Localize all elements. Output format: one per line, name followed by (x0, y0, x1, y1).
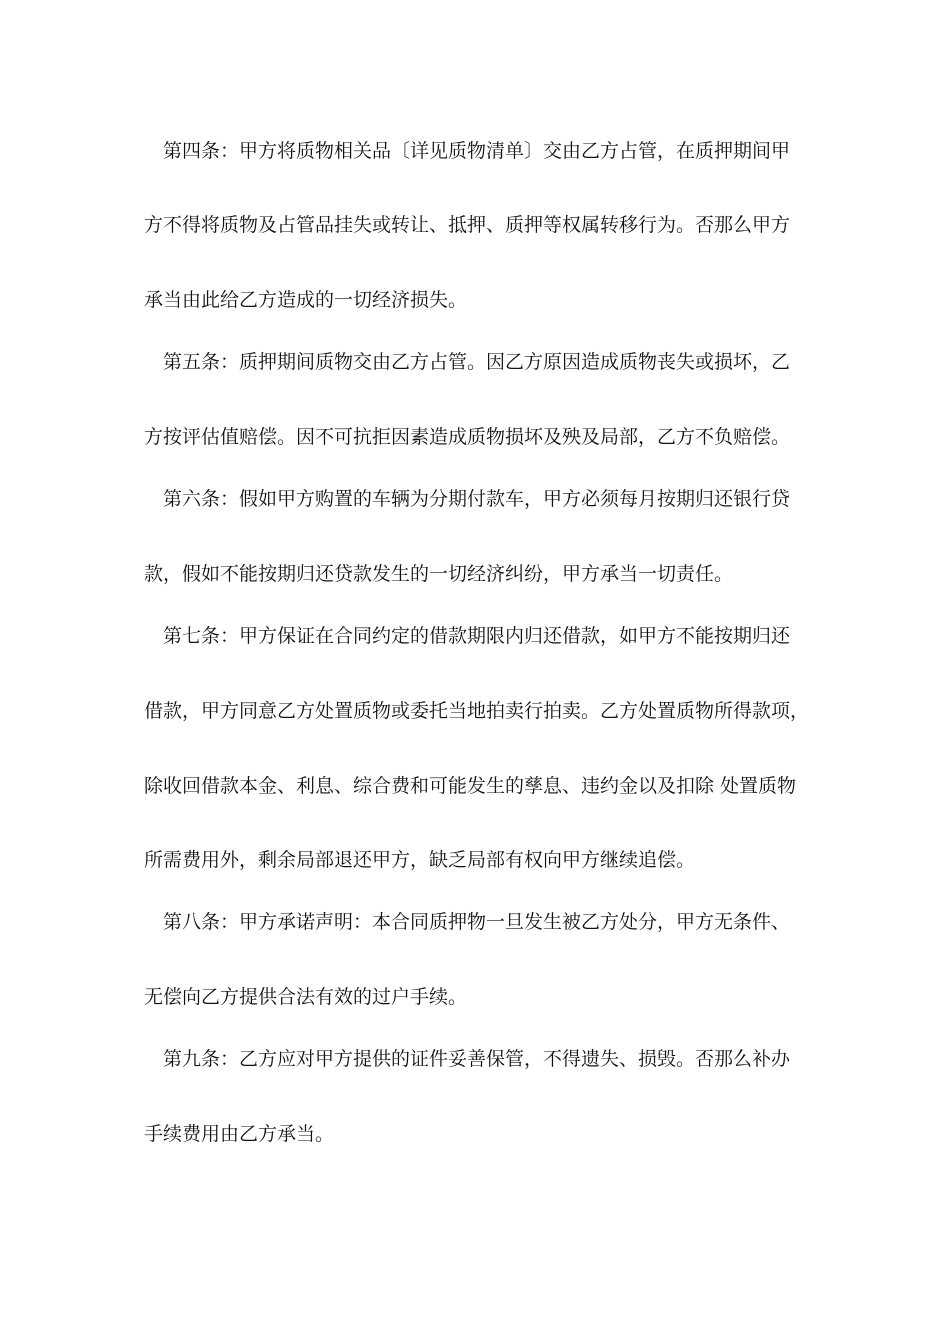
article-4-line-1: 第四条：甲方将质物相关品〔详见质物清单〕交由乙方占管，在质押期间甲 (163, 140, 791, 162)
article-5-line-2: 方按评估值赔偿。因不可抗拒因素造成质物损坏及殃及局部，乙方不负赔偿。 (144, 426, 791, 448)
article-6-line-1: 第六条：假如甲方购置的车辆为分期付款车，甲方必须每月按期归还银行贷 (163, 488, 791, 510)
article-8-line-2: 无偿向乙方提供合法有效的过户手续。 (144, 986, 468, 1008)
article-9-line-1: 第九条：乙方应对甲方提供的证件妥善保管，不得遗失、损毁。否那么补办 (163, 1048, 791, 1070)
article-5-line-1: 第五条：质押期间质物交由乙方占管。因乙方原因造成质物丧失或损坏，乙 (163, 351, 791, 373)
article-4-line-3: 承当由此给乙方造成的一切经济损失。 (144, 289, 468, 311)
article-6-line-2: 款，假如不能按期归还贷款发生的一切经济纠纷，甲方承当一切责任。 (144, 563, 734, 585)
article-7-line-1: 第七条：甲方保证在合同约定的借款期限内归还借款，如甲方不能按期归还 (163, 625, 791, 647)
article-7-line-2: 借款，甲方同意乙方处置质物或委托当地拍卖行拍卖。乙方处置质物所得款项， (144, 700, 810, 722)
article-7-line-4: 所需费用外，剩余局部退还甲方，缺乏局部有权向甲方继续追偿。 (144, 849, 696, 871)
article-4-line-2: 方不得将质物及占管品挂失或转让、抵押、质押等权属转移行为。否那么甲方 (144, 214, 791, 236)
article-9-line-2: 手续费用由乙方承当。 (144, 1123, 335, 1145)
article-8-line-1: 第八条：甲方承诺声明：本合同质押物一旦发生被乙方处分，甲方无条件、 (163, 911, 791, 933)
article-7-line-3: 除收回借款本金、利息、综合费和可能发生的孳息、违约金以及扣除 处置质物 (144, 775, 797, 797)
